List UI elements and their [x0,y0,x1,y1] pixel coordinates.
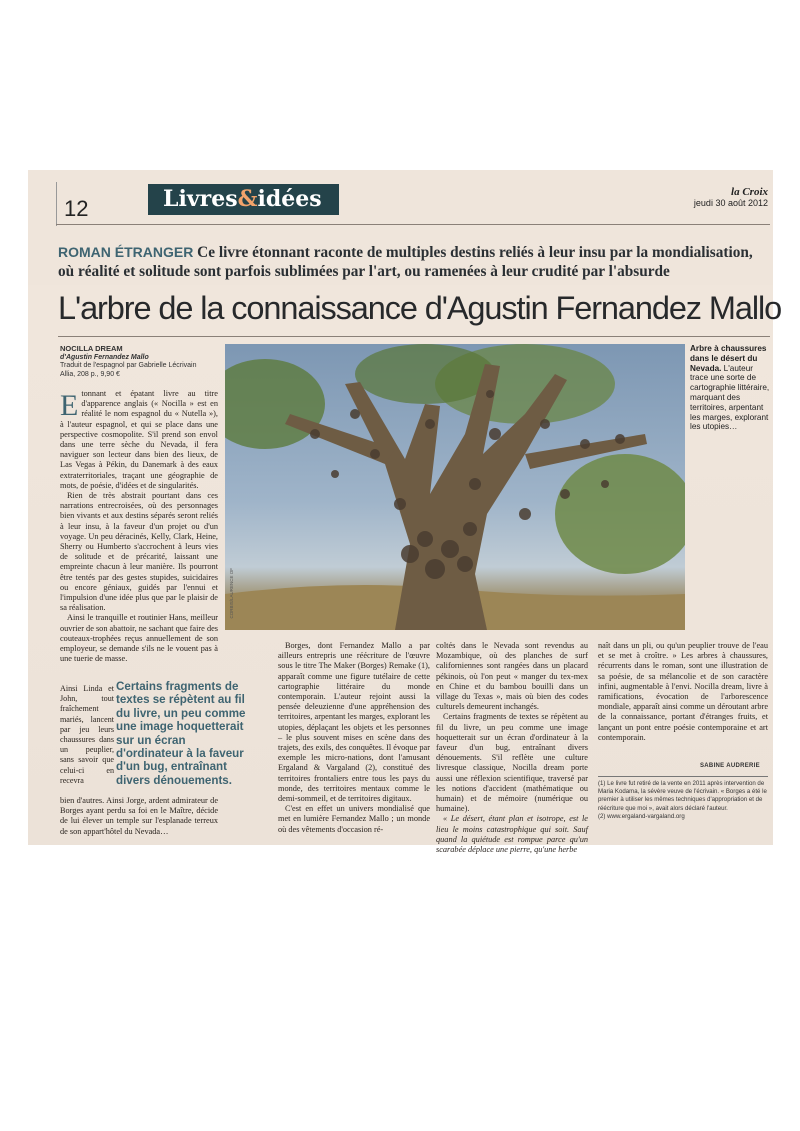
headline-rule [58,336,770,337]
book-title: NOCILLA DREAM [60,344,123,353]
paragraph-intro [60,389,218,491]
paragraph-univers: C'est en effet un univers mondialisé que met en lumière Fernandez Mallo ; un monde où des vêtements d'occasion ré- [278,804,430,834]
photo-caption [690,344,770,432]
shoe-tree-illustration [225,344,685,630]
paragraph-borges: Borges, dont Fernandez Mallo a par ailleurs entrepris une réécriture de l'œuvre sous le titre The Maker (Borges) Remake (1), apparaît comme une figure tutélaire de cette cartographie littéraire du monde contemporain. L'auteur rejoint aussi la pensée deleuzienne d'une appréhension des territoires, arpentant les marges, explorant les utopies, déplaçant les objets et les personnes – le plus souvent mises en scène dans des trajets, des exils, des conquêtes. Il évoque par exemple les micro-nations, dont l'amusant Ergaland & Vargaland (2), constitué des territoires frontaliers entre tous les pays du monde, des territoires mentaux comme le demi-sommeil, et de territoires digitaux. [278,641,430,804]
paragraph-3-continued: Ainsi Linda et John, tout fraîchement mariés, lancent par jeu leurs chaussures dans un peuplier, sans savoir que celui-ci en recevra [60,684,114,785]
paragraph-conclusion: naît dans un pli, ou qu'un peuplier trouve de l'eau et se met à croître. » Les arbres à chaussures, récurrents dans le roman, sont une illustration de sa poésie, de sa mélancolie et de son caractère infini, augmentable à l'envi. Nocilla dream, livre à ramifications, évocation de l'arborescence mondiale, apparaît ainsi comme un déroutant arbre de la connaissance, portant d'étranges fruits, et lançant un pont entre poésie contemporaine et art contemporain. [598,641,768,742]
column-2 [278,641,430,835]
paragraph-3: Ainsi le tranquille et routinier Hans, meilleur ouvrier de son abattoir, ne sachant que faire des couteaux-trophées reçus annuellement de son employeur, se demande s'ils ne le vouent pas à une tuerie de masse. [60,613,218,664]
book-author: d'Agustin Fernandez Mallo [60,353,149,361]
issue-date: jeudi 30 août 2012 [693,198,768,208]
book-reference [60,345,220,379]
footnotes [598,780,770,821]
paragraph-3-end: bien d'autres. Ainsi Jorge, ardent admirateur de Borges ayant perdu sa foi en le Maître, décide de lui élever un temple sur l'esplanade terreux de son appart'hôtel du Nevada… [60,796,218,836]
column-1 [60,389,218,664]
caption-lead: Arbre à chaussures dans le désert du Nevada. [690,344,767,373]
paragraph-2: Rien de très abstrait pourtant dans ces narrations entrecroisées, où des personnages bien vivants et aux destins séparés seront reliés à leur insu, à la faveur d'un projet ou d'un voyage. Un peu déracinés, Kelly, Clark, Heine, Sherry ou Humberto s'accrochent à leurs vies de solitude et de précarité, laissant une empreinte chacun à leur manière. Ils pourront être tentés par des gestes stupides, suicidaires ou encore géniaux, guidés par l'ennui et l'impulsion d'une idée plus que par le plaisir de sa réalisation. [60,491,218,613]
rubric-livres: Livres [163,186,238,212]
kicker: ROMAN ÉTRANGER [58,244,194,260]
book-publisher: Allia, 208 p., 9,90 € [60,370,120,378]
drop-cap: E [60,389,79,422]
column-3 [436,641,588,855]
author-signature: SABINE AUDRERIE [700,763,760,769]
shoe-tree-photo [225,344,685,630]
column-1-narrow [60,684,114,786]
paragraph-quote: « Le désert, étant plan et isotrope, est le lieu le moins catastrophique qui soit. Sauf quand la quiétude est rompue parce qu'un scarabée déplace une pierre, qu'une herbe [436,814,588,855]
section-rubric [148,184,339,215]
newspaper-name: la Croix [731,186,768,198]
header-rule [56,224,770,225]
masthead [694,186,768,208]
footnote-2: (2) www.ergaland-vargaland.org [598,812,685,820]
photo-credit: CORBIS/LAURENCE OF [229,568,234,619]
article-headline: L'arbre de la connaissance d'Agustin Fernandez Mallo [58,290,782,326]
caption-text: L'auteur trace une sorte de cartographie littéraire, marquant des territoires, arpentant les marges, explorant les utopies… [690,363,770,432]
standfirst-text: Ce livre étonnant raconte de multiples destins reliés à leur insu par la mondialisation, où réalité et solitude sont parfois sublimées par l'art, ou ramenées à leur crudité par l'absurde [58,244,753,280]
pull-quote: Certains fragments de textes se répètent au fil du livre, un peu comme une image hoquetterait sur un écran d'ordinateur à la faveur d'un bug, entraînant divers dénouements. [116,680,246,787]
paragraph-fragments: Certains fragments de textes se répètent au fil du livre, un peu comme une image hoquetterait sur un écran d'ordinateur à la faveur d'un bug, entraînant divers dénouements. S'il reflète une culture livresque classique, Nocilla dream porte aussi une réflexion scientifique, traversé par les notions d'accident (mathématique ou humain) et de mémoire (numérique ou humaine). [436,712,588,814]
paragraph-1-text: tonnant et épatant livre au titre d'apparence anglais (« Nocilla » est en réalité le nom espagnol du « Nutella »), à l'auteur espagnol, et qui se place dans une perspective cosmopolite. S'il prend son envol dans une terre sèche du Nevada, il fera naviguer son lecteur dans bien des lieux, de Las Vegas à Pékin, du Danemark à des eaux extraterritoriales, traçant une géographie de mots, de poésie, d'idées et de singularités. [60,389,218,490]
page-number: 12 [64,196,89,221]
rubric-ampersand: & [237,186,258,212]
header-divider [56,182,57,226]
column-4 [598,641,768,743]
notes-rule [598,776,768,777]
standfirst [58,243,758,281]
rubric-idees: idées [257,186,322,212]
column-1-end [60,796,218,837]
footnote-1: (1) Le livre fut retiré de la vente en 2011 après intervention de Maria Kodama, la sévère veuve de l'écrivain. « Borges a été le premier à utiliser les mêmes techniques d'appropriation et de réécriture que moi », avait alors déclaré l'auteur. [598,780,767,812]
paragraph-nevada: coltés dans le Nevada sont revendus au Mozambique, où des planches de surf californiennes sont rangées dans un placard pékinois, où l'on peut « manger du tex-mex en Chine et du bambou bouilli dans un village du Texas », mais où bien des codes culturels demeurent inchangés. [436,641,588,712]
book-translator: Traduit de l'espagnol par Gabrielle Lécrivain [60,362,197,369]
